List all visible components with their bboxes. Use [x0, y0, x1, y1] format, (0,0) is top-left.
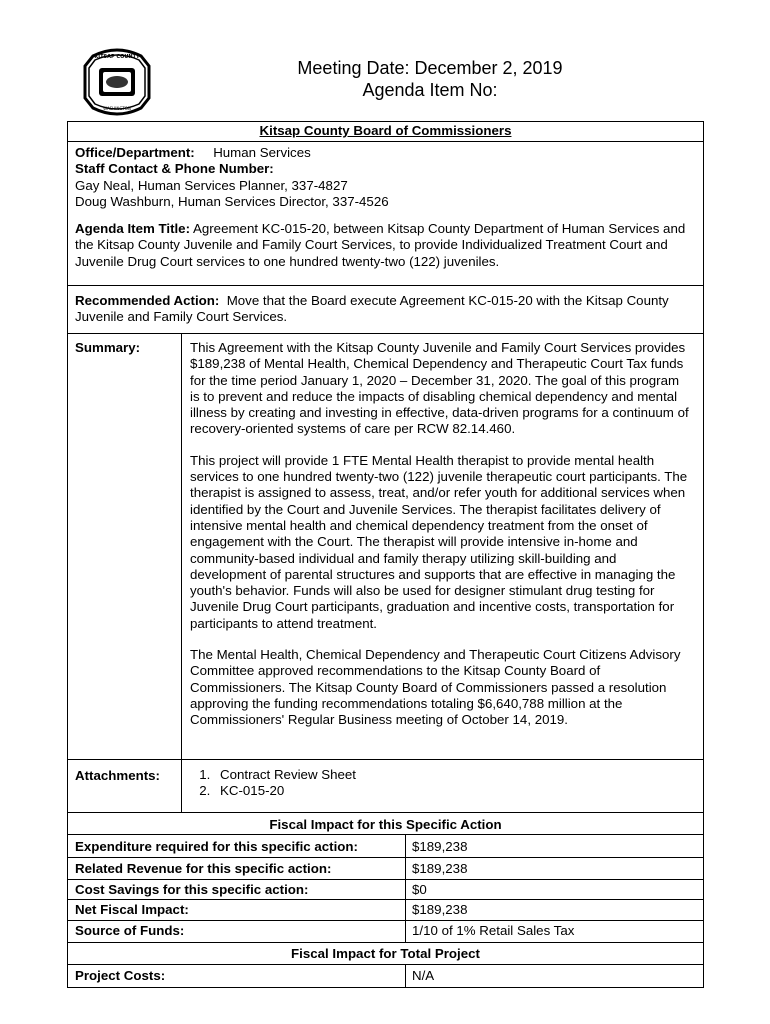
agenda-item-no: Agenda Item No:	[362, 80, 498, 100]
summary-paragraph: This Agreement with the Kitsap County Juvenile and Family Court Services provides $189,238 of Mental Health, Chemical Dependency and Therapeutic Court Tax funds for the time period January 1, 2020 – December 31, 2020. The goal of this program is to prevent and reduce the impacts of disabling chemical dependency and mental illness by creating and investing in effective, data-driven programs for a continuum of recovery-oriented systems of care per RCW 82.14.460.	[190, 340, 689, 437]
fiscal-specific-title: Fiscal Impact for this Specific Action	[269, 817, 502, 832]
staff-contact: Doug Washburn, Human Services Director, 337-4526	[75, 193, 389, 209]
staff-label: Staff Contact & Phone Number:	[75, 161, 274, 177]
rule	[67, 759, 704, 760]
attachment-item: 1. Contract Review Sheet	[214, 767, 670, 783]
office-staff-block	[75, 145, 695, 270]
meeting-date: Meeting Date: December 2, 2019	[297, 58, 563, 78]
rule	[67, 987, 704, 988]
staff-contact: Gay Neal, Human Services Planner, 337-4827	[75, 177, 348, 193]
rule	[67, 942, 704, 943]
recommended-action-text: Move that the Board execute Agreement KC-015-20 with the Kitsap County Juvenile and Family Court Services.	[75, 293, 669, 325]
office-label: Office/Department:	[75, 145, 195, 160]
rule	[67, 879, 704, 880]
fiscal-row-label: Cost Savings for this specific action:	[75, 882, 309, 897]
rule	[67, 121, 704, 122]
recommended-action-label: Recommended Action:	[75, 293, 220, 308]
kitsap-county-seal-logo	[79, 46, 155, 118]
agenda-item-title-label: Agenda Item Title:	[75, 221, 191, 237]
attachment-item: 2. KC-015-20	[214, 783, 670, 799]
rule	[67, 285, 704, 286]
rule	[67, 899, 704, 900]
column-divider	[405, 964, 406, 988]
rule	[67, 964, 704, 965]
summary-paragraph: The Mental Health, Chemical Dependency and Therapeutic Court Citizens Advisory Committee approved recommendations to the Kitsap County Board of Commissioners. The Kitsap County Board of Commissioners passed a resolution approving the funding recommendations totaling $6,640,788 million at the Commissioners' Regular Business meeting of October 14, 2019.	[190, 647, 681, 728]
column-divider	[405, 834, 406, 942]
fiscal-row-value: $0	[412, 882, 427, 897]
fiscal-row-value: $189,238	[412, 902, 468, 917]
fiscal-row-value: N/A	[412, 968, 435, 983]
fiscal-total-title: Fiscal Impact for Total Project	[291, 946, 480, 961]
rule	[67, 834, 704, 835]
office-value: Human Services	[213, 145, 311, 160]
attachments-list	[170, 767, 670, 800]
summary-body	[190, 340, 692, 729]
fiscal-row-label: Expenditure required for this specific action:	[75, 839, 358, 854]
fiscal-row-label: Related Revenue for this specific action:	[75, 861, 332, 876]
logo-bottom-text: WASHINGTON	[103, 106, 131, 111]
fiscal-row-value: 1/10 of 1% Retail Sales Tax	[412, 923, 575, 938]
column-divider	[181, 333, 182, 812]
rule	[67, 141, 704, 142]
board-title: Kitsap County Board of Commissioners	[259, 123, 512, 138]
fiscal-row-label: Source of Funds:	[75, 923, 185, 938]
fiscal-row-value: $189,238	[412, 861, 468, 876]
rule	[67, 333, 704, 334]
rule	[67, 812, 704, 813]
agenda-item-title-text: Agreement KC-015-20, between Kitsap County Department of Human Services and the Kitsap County Juvenile and Family Court Services, to provide Individualized Treatment Court and Juvenile Drug Court services to one hundred twenty-two (122) juveniles.	[75, 221, 686, 269]
rule	[67, 857, 704, 858]
fiscal-row-value: $189,238	[412, 839, 468, 854]
fiscal-row-label: Project Costs:	[75, 968, 166, 983]
fiscal-row-label: Net Fiscal Impact:	[75, 902, 189, 917]
summary-paragraph: This project will provide 1 FTE Mental Health therapist to provide mental health services to one hundred twenty-two (122) juvenile therapeutic court participants. The therapist is assigned to assess, treat, and/or refer youth for additional services when identified by the Court and Juvenile Services. The therapist facilitates delivery of intensive mental health and chemical dependency treatment from the onset of engagement with the Court. The therapist will provide intensive in-home and community-based individual and family therapy utilizing skill-building and development of parental structures and supports that are effective in managing the youth's behavior. Funds will also be used for designer stimulant drug testing for Juvenile Drug Court participants, graduation and incentive costs, transportation for participants to attend treatment.	[190, 452, 688, 631]
rule	[67, 920, 704, 921]
summary-label: Summary:	[75, 340, 141, 355]
attachments-label: Attachments:	[75, 768, 160, 783]
logo-top-text: KITSAP COUNTY	[94, 54, 140, 60]
recommended-action	[75, 293, 695, 326]
